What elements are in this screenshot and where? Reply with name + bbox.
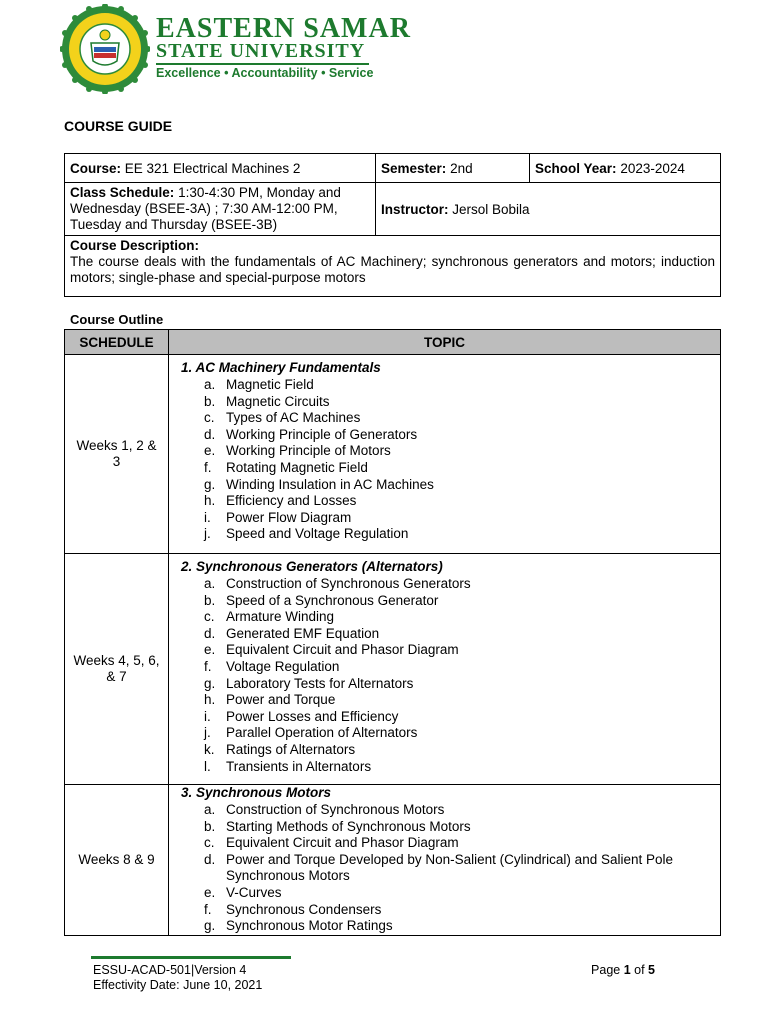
letterhead-divider xyxy=(156,63,369,65)
schedule-cell: Weeks 8 & 9 xyxy=(65,785,169,936)
university-name-line1: EASTERN SAMAR xyxy=(156,13,411,44)
subtopic-item xyxy=(181,852,715,885)
subtopic-text: Starting Methods of Synchronous Motors xyxy=(226,818,471,834)
subtopic-item xyxy=(181,593,715,610)
subtopic-text: Laboratory Tests for Alternators xyxy=(226,675,414,691)
subtopic-item xyxy=(181,427,715,444)
topic-cell xyxy=(169,554,721,785)
subtopic-text: Power Flow Diagram xyxy=(226,509,352,525)
subtopic-item xyxy=(181,902,715,919)
subtopic-item xyxy=(181,493,715,510)
subtopic-item xyxy=(181,576,715,593)
subtopic-letter: g. xyxy=(204,675,216,691)
outline-row-1 xyxy=(65,355,721,554)
subtopic-item xyxy=(181,477,715,494)
page-current: 1 xyxy=(623,963,631,977)
subtopic-letter: f. xyxy=(204,901,212,917)
document-code: ESSU-ACAD-501|Version 4 xyxy=(93,963,247,977)
schedule-cell: Weeks 4, 5, 6, & 7 xyxy=(65,554,169,785)
topic-cell xyxy=(169,785,721,936)
subtopic-letter: i. xyxy=(204,708,211,724)
school-year-cell xyxy=(530,154,721,183)
course-outline-label: Course Outline xyxy=(70,312,164,327)
subtopic-item xyxy=(181,642,715,659)
subtopic-text: Power and Torque Developed by Non-Salient (Cylindrical) and Salient Pole Synchronous Motors xyxy=(226,851,674,884)
subtopic-letter: k. xyxy=(204,741,215,757)
course-value: EE 321 Electrical Machines 2 xyxy=(124,160,301,176)
subtopic-letter: h. xyxy=(204,493,216,509)
document-title: COURSE GUIDE xyxy=(64,118,173,134)
subtopic-letter: b. xyxy=(204,818,216,834)
course-description-cell xyxy=(65,236,721,297)
topic-cell xyxy=(169,355,721,554)
topic-title: 1. AC Machinery Fundamentals xyxy=(181,360,381,375)
subtopic-text: Winding Insulation in AC Machines xyxy=(226,476,434,492)
subtopic-text: Working Principle of Motors xyxy=(226,443,391,459)
school-year-value: 2023-2024 xyxy=(620,160,685,176)
subtopic-item xyxy=(181,742,715,759)
subtopic-text: Synchronous Condensers xyxy=(226,901,382,917)
subtopic-item xyxy=(181,394,715,411)
topic-title: 3. Synchronous Motors xyxy=(181,785,332,800)
semester-label: Semester: xyxy=(381,160,447,176)
subtopic-letter: d. xyxy=(204,426,216,442)
effectivity-date: Effectivity Date: June 10, 2021 xyxy=(93,978,263,992)
subtopic-text: Efficiency and Losses xyxy=(226,493,357,509)
subtopic-text: Magnetic Circuits xyxy=(226,393,330,409)
topic-title: 2. Synchronous Generators (Alternators) xyxy=(181,559,443,574)
subtopic-letter: d. xyxy=(204,851,216,867)
subtopic-item xyxy=(181,510,715,527)
subtopic-letter: b. xyxy=(204,592,216,608)
course-description-text: The course deals with the fundamentals of AC Machinery; synchronous generators and motors; induction motors; single-phase and special-purpose motors xyxy=(70,254,715,285)
subtopic-text: Power and Torque xyxy=(226,692,336,708)
subtopic-letter: g. xyxy=(204,476,216,492)
subtopic-letter: c. xyxy=(204,609,215,625)
subtopic-item xyxy=(181,676,715,693)
subtopic-letter: c. xyxy=(204,835,215,851)
subtopic-item xyxy=(181,725,715,742)
page-number xyxy=(591,963,655,977)
subtopic-item xyxy=(181,885,715,902)
subtopic-list xyxy=(181,802,715,935)
subtopic-text: Voltage Regulation xyxy=(226,658,340,674)
subtopic-item xyxy=(181,692,715,709)
subtopic-item xyxy=(181,377,715,394)
subtopic-text: V-Curves xyxy=(226,884,282,900)
subtopic-item xyxy=(181,918,715,935)
subtopic-item xyxy=(181,410,715,427)
subtopic-letter: a. xyxy=(204,802,216,817)
course-outline-table xyxy=(64,329,721,936)
subtopic-letter: g. xyxy=(204,918,216,934)
subtopic-letter: j. xyxy=(204,526,211,542)
subtopic-text: Speed of a Synchronous Generator xyxy=(226,592,439,608)
subtopic-list xyxy=(181,576,715,775)
subtopic-text: Transients in Alternators xyxy=(226,758,372,774)
subtopic-text: Types of AC Machines xyxy=(226,410,361,426)
outline-header-row xyxy=(65,330,721,355)
course-label: Course: xyxy=(70,160,122,176)
subtopic-letter: f. xyxy=(204,459,212,475)
semester-cell xyxy=(376,154,530,183)
schedule-column-header: SCHEDULE xyxy=(65,330,169,355)
schedule-cell: Weeks 1, 2 & 3 xyxy=(65,355,169,554)
course-info-table xyxy=(64,153,721,297)
class-schedule-value: 1:30-4:30 PM, Monday and Wednesday (BSEE-3A) ; 7:30 AM-12:00 PM, Tuesday and Thursday (BSEE-3B) xyxy=(70,185,341,232)
subtopic-letter: f. xyxy=(204,658,212,674)
subtopic-letter: i. xyxy=(204,509,211,525)
subtopic-text: Construction of Synchronous Generators xyxy=(226,576,471,591)
subtopic-letter: l. xyxy=(204,758,211,774)
subtopic-item xyxy=(181,626,715,643)
subtopic-letter: h. xyxy=(204,692,216,708)
subtopic-text: Parallel Operation of Alternators xyxy=(226,725,418,741)
outline-row-3 xyxy=(65,785,721,936)
subtopic-text: Synchronous Motor Ratings xyxy=(226,918,393,934)
footer-document-info xyxy=(93,963,262,993)
subtopic-item xyxy=(181,609,715,626)
school-year-label: School Year: xyxy=(535,160,617,176)
subtopic-item xyxy=(181,443,715,460)
subtopic-text: Rotating Magnetic Field xyxy=(226,459,368,475)
letterhead xyxy=(60,4,411,94)
subtopic-item xyxy=(181,802,715,819)
subtopic-text: Construction of Synchronous Motors xyxy=(226,802,445,817)
course-cell xyxy=(65,154,376,183)
subtopic-text: Equivalent Circuit and Phasor Diagram xyxy=(226,835,459,851)
subtopic-text: Generated EMF Equation xyxy=(226,625,380,641)
footer-divider xyxy=(91,956,291,959)
subtopic-letter: a. xyxy=(204,377,216,392)
subtopic-item xyxy=(181,709,715,726)
subtopic-item xyxy=(181,460,715,477)
instructor-cell xyxy=(376,183,721,236)
subtopic-letter: e. xyxy=(204,642,216,658)
university-motto: Excellence • Accountability • Service xyxy=(156,66,374,80)
subtopic-text: Armature Winding xyxy=(226,609,335,625)
subtopic-letter: e. xyxy=(204,884,216,900)
subtopic-list xyxy=(181,377,715,543)
subtopic-item xyxy=(181,759,715,776)
instructor-label: Instructor: xyxy=(381,201,449,217)
subtopic-item xyxy=(181,659,715,676)
subtopic-text: Working Principle of Generators xyxy=(226,426,418,442)
subtopic-text: Speed and Voltage Regulation xyxy=(226,526,409,542)
subtopic-text: Ratings of Alternators xyxy=(226,741,356,757)
topic-column-header: TOPIC xyxy=(169,330,721,355)
instructor-value: Jersol Bobila xyxy=(452,201,530,217)
page-mid: of xyxy=(630,963,649,977)
subtopic-letter: b. xyxy=(204,393,216,409)
subtopic-item xyxy=(181,526,715,543)
university-seal-logo xyxy=(60,4,150,94)
university-name-line2: STATE UNIVERSITY xyxy=(156,40,366,62)
subtopic-letter: c. xyxy=(204,410,215,426)
outline-row-2 xyxy=(65,554,721,785)
course-description-label: Course Description: xyxy=(70,238,200,253)
subtopic-letter: j. xyxy=(204,725,211,741)
class-schedule-label: Class Schedule: xyxy=(70,185,175,200)
class-schedule-cell xyxy=(65,183,376,236)
subtopic-text: Power Losses and Efficiency xyxy=(226,708,399,724)
page-total: 5 xyxy=(648,963,655,977)
page-prefix: Page xyxy=(591,963,624,977)
subtopic-letter: a. xyxy=(204,576,216,591)
subtopic-item xyxy=(181,819,715,836)
subtopic-item xyxy=(181,835,715,852)
subtopic-text: Magnetic Field xyxy=(226,377,314,392)
subtopic-letter: d. xyxy=(204,625,216,641)
subtopic-text: Equivalent Circuit and Phasor Diagram xyxy=(226,642,459,658)
semester-value: 2nd xyxy=(450,160,473,176)
subtopic-letter: e. xyxy=(204,443,216,459)
